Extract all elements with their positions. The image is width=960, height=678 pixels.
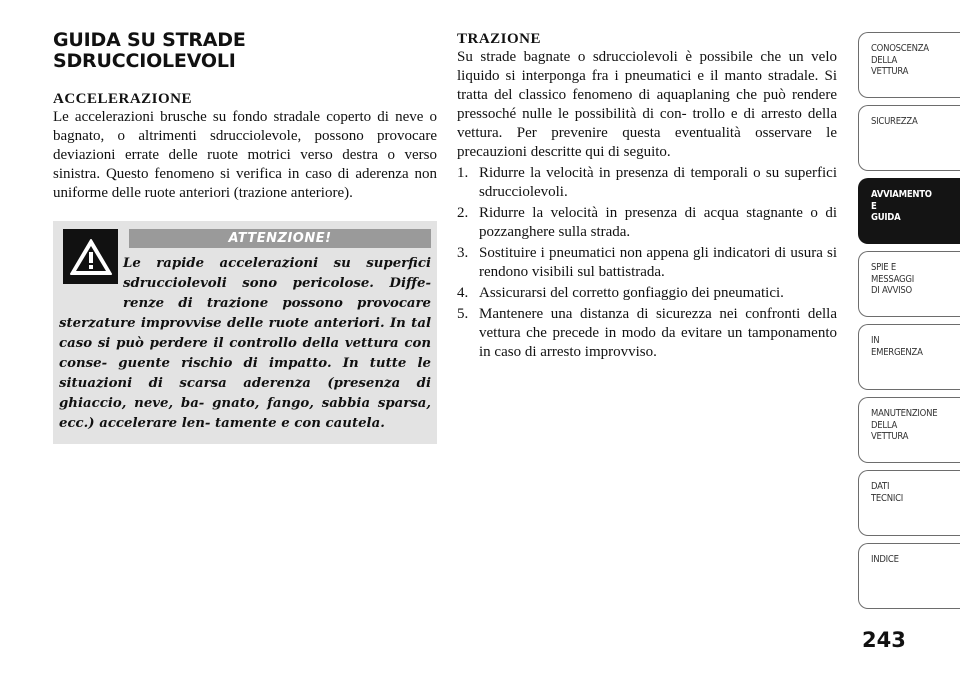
warning-label: ATTENZIONE! bbox=[129, 229, 431, 248]
section-title-traction: TRAZIONE bbox=[457, 31, 542, 47]
list-item: 3. Sostituire i pneumatici non appena gli indicatori di usura si rendono visibili sul battistrada. bbox=[457, 245, 837, 280]
list-item: 5. Mantenere una distanza di sicurezza nei confronti della vettura che precede in modo da evitare un tamponamento in caso di arresto improvviso. bbox=[457, 306, 837, 360]
tab-spie-e-messaggi[interactable]: SPIE E MESSAGGI DI AVVISO bbox=[858, 251, 960, 317]
section-title-acceleration: ACCELERAZIONE bbox=[53, 91, 193, 107]
list-item: 4. Assicurarsi del corretto gonfiaggio dei pneumatici. bbox=[457, 285, 784, 301]
list-item: 1. Ridurre la velocità in presenza di temporali o su superfici sdrucciolevoli. bbox=[457, 165, 837, 200]
right-column bbox=[457, 30, 837, 364]
warning-triangle-icon bbox=[63, 229, 118, 284]
tab-indice[interactable]: INDICE bbox=[858, 543, 960, 609]
traction-paragraph: Su strade bagnate o sdrucciolevoli è possibile che un velo liquido si interponga fra i pneumatici e il manto stradale. Si tratta del classico fenomeno di aquaplaning che può rendere pressoché nulle le possibilità di con- trollo e di arresto della vettura. Per prevenire questa eventualità osservare le precauzioni descritte qui di seguito. bbox=[457, 49, 837, 160]
tab-sicurezza[interactable]: SICUREZZA bbox=[858, 105, 960, 171]
precautions-list bbox=[457, 164, 837, 362]
page-title: GUIDA SU STRADE SDRUCCIOLEVOLI bbox=[53, 29, 246, 72]
list-item: 2. Ridurre la velocità in presenza di acqua stagnante o di pozzanghere sulla strada. bbox=[457, 205, 837, 240]
tab-conoscenza-della-vettura[interactable]: CONOSCENZA DELLA VETTURA bbox=[858, 32, 960, 98]
tab-avviamento-e-guida[interactable]: AVVIAMENTO E GUIDA bbox=[858, 178, 960, 244]
left-column bbox=[53, 30, 437, 444]
chapter-tabs bbox=[858, 32, 960, 616]
tab-manutenzione-della-vettura[interactable]: MANUTENZIONE DELLA VETTURA bbox=[858, 397, 960, 463]
warning-box bbox=[53, 221, 437, 444]
tab-dati-tecnici[interactable]: DATI TECNICI bbox=[858, 470, 960, 536]
warning-text: Le rapide accelerazioni su superfici sdrucciolevoli sono pericolose. Diffe- renze di trazione possono provocare sterzature improvvise delle ruote anteriori. In tal caso si può perdere il controllo della vettura con conse- guente rischio di impatto. In tutte le situazioni di scarsa aderenza (presenza di ghiaccio, neve, ba- gnato, fango, sabbia sparsa, ecc.) accelerare len- tamente e con cautela. bbox=[59, 256, 431, 431]
acceleration-paragraph: Le accelerazioni brusche su fondo stradale coperto di neve o bagnato, o altrimenti sdrucciolevole, possono provocare deviazioni errate delle ruote motrici verso destra o verso sinistra. Questo fenomeno si verifica in caso di aderenza non uniforme delle ruote anteriori (trazione anteriore). bbox=[53, 109, 437, 201]
tab-in-emergenza[interactable]: IN EMERGENZA bbox=[858, 324, 960, 390]
page-number: 243 bbox=[862, 628, 906, 652]
